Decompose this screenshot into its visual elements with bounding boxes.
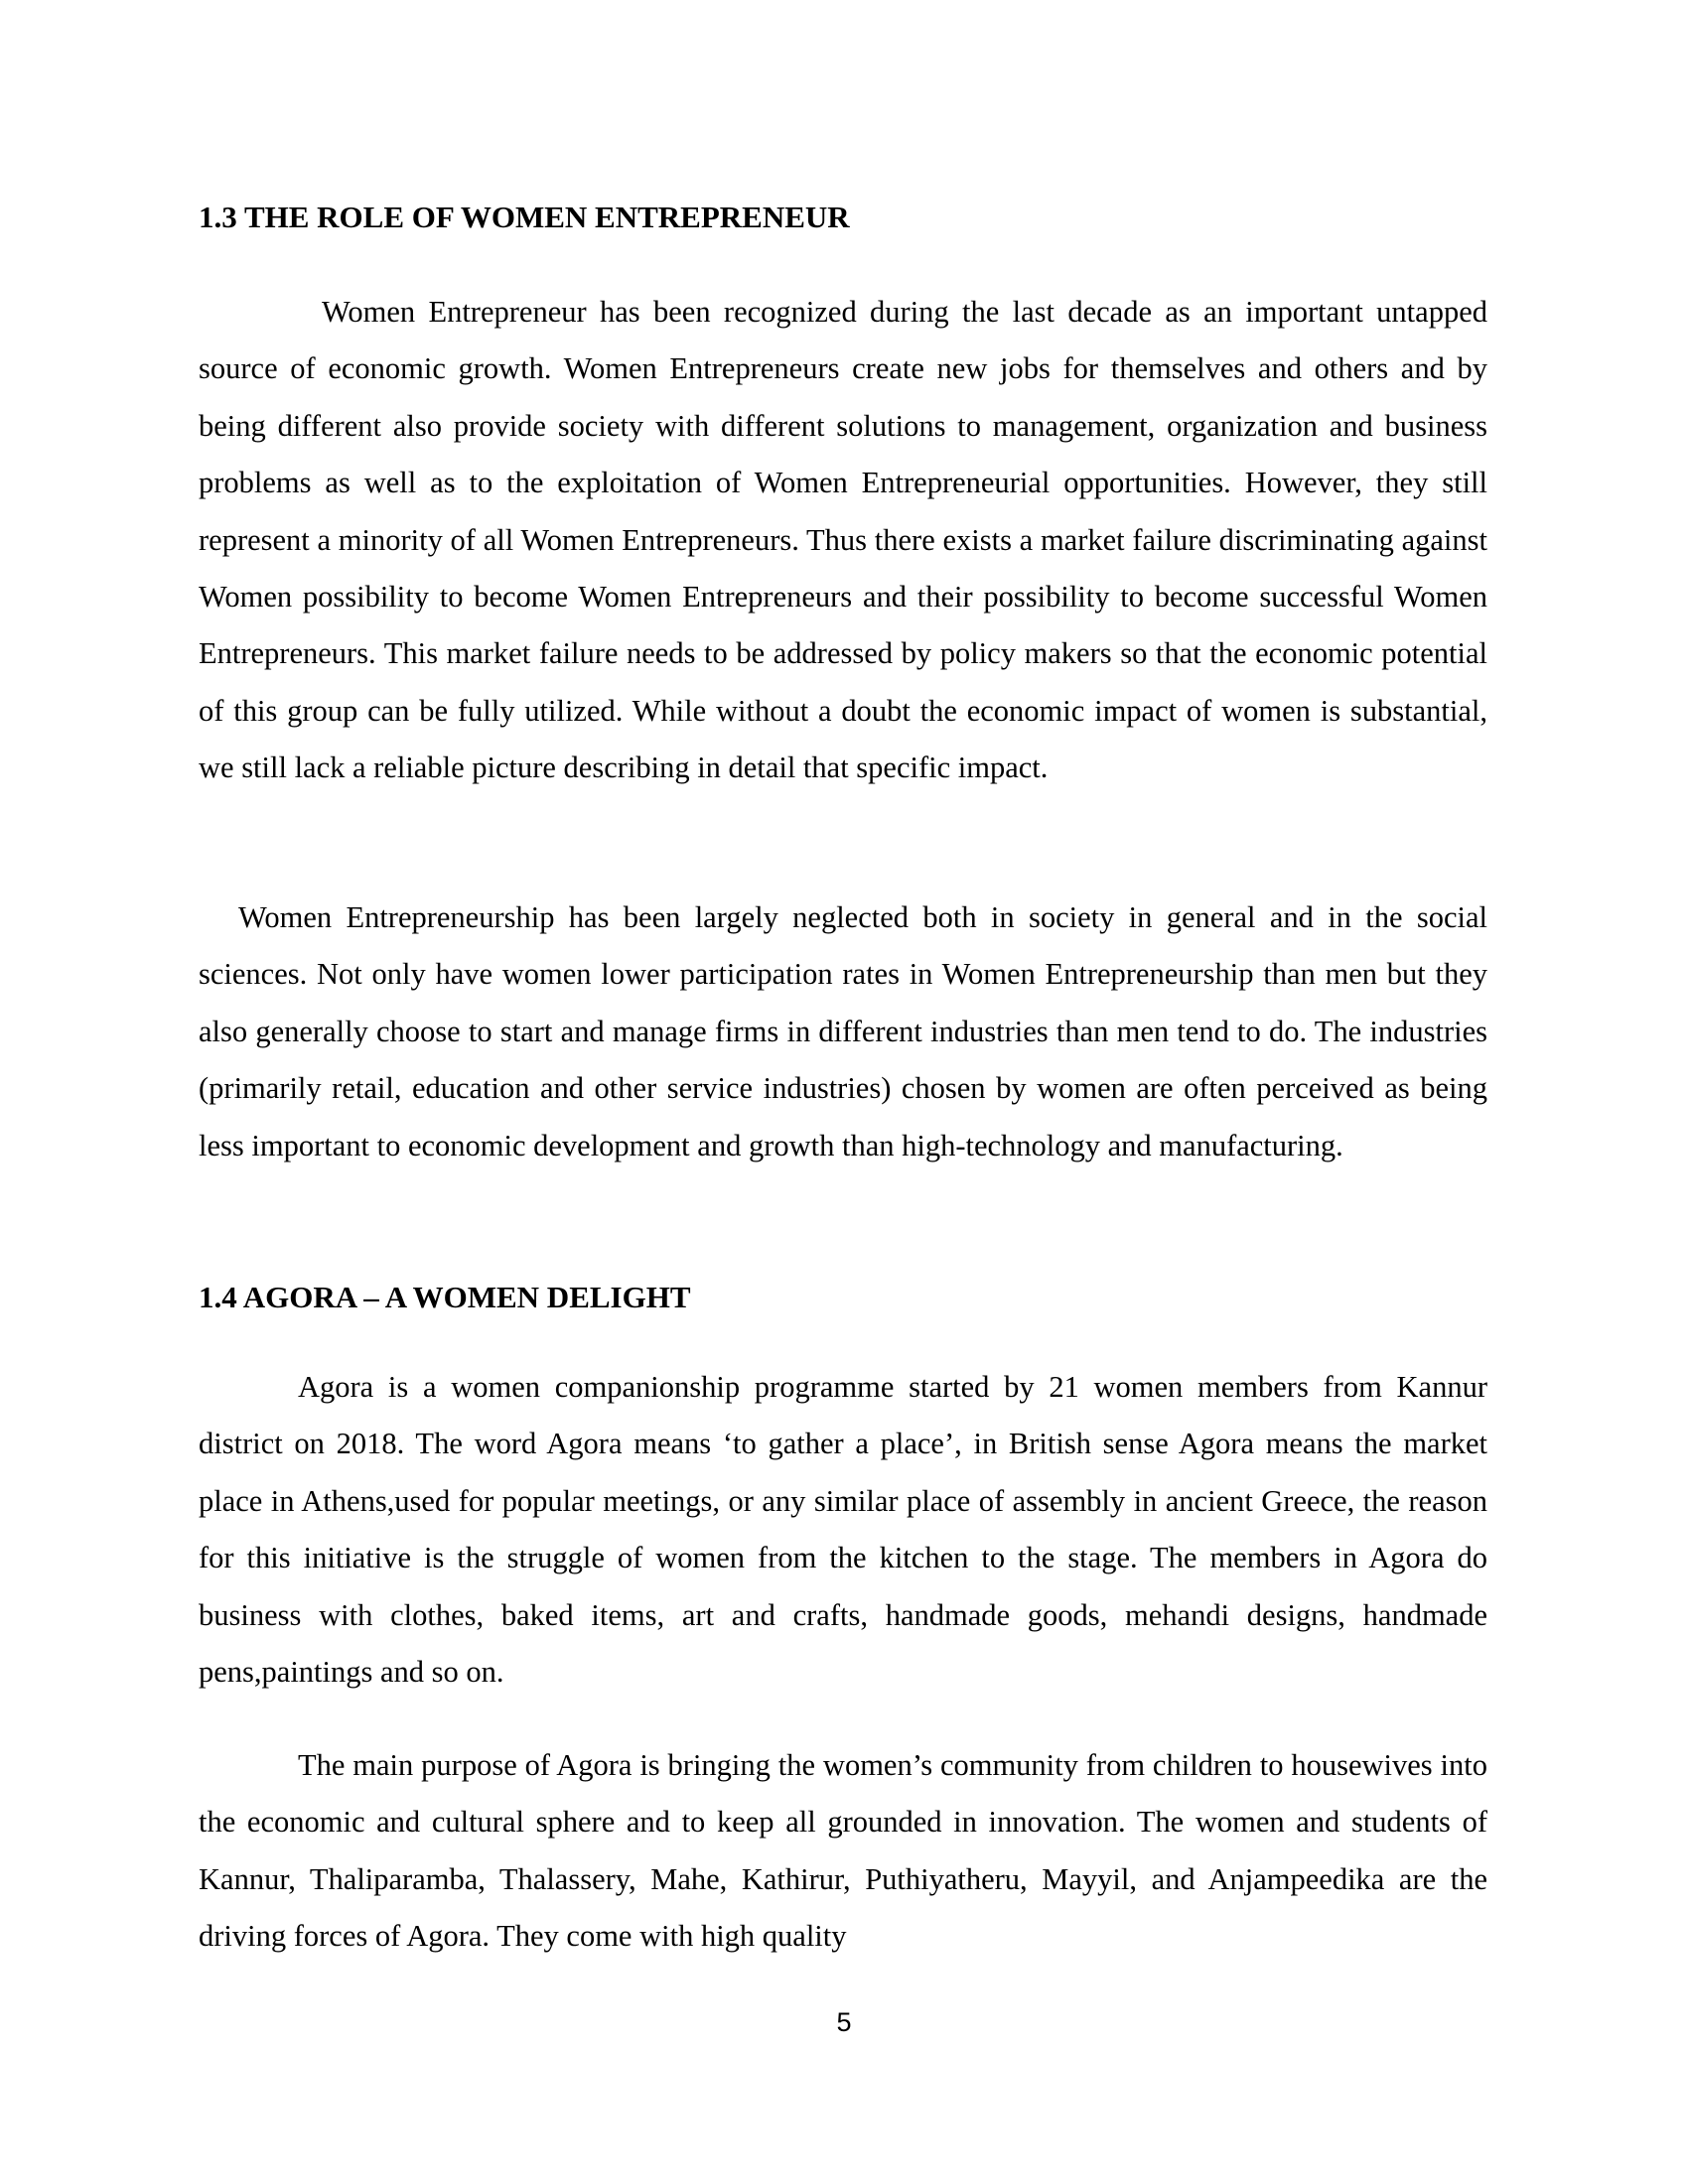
section-heading-agora: 1.4 AGORA – A WOMEN DELIGHT [199, 1280, 691, 1314]
paragraph-agora-purpose: The main purpose of Agora is bringing the women’s community from children to housewives into the economic and cultural sphere and to keep all grounded in innovation. The women and students of Kannur, Thaliparamba, Thalassery, Mahe, Kathirur, Puthiyatheru, Mayyil, and Anjampeedika are the driving forces of Agora. They come with high quality [199, 1748, 1487, 1954]
paragraph-role-intro: Women Entrepreneur has been recognized during the last decade as an important untapped source of economic growth. Women Entrepreneurs create new jobs for themselves and others and by being different also provide society with different solutions to management, organization and business problems as well as to the exploitation of Women Entrepreneurial opportunities. However, they still represent a minority of all Women Entrepreneurs. Thus there exists a market failure discriminating against Women possibility to become Women Entrepreneurs and their possibility to become successful Women Entrepreneurs. This market failure needs to be addressed by policy makers so that the economic potential of this group can be fully utilized. While without a doubt the economic impact of women is substantial, we still lack a reliable picture describing in detail that specific impact. [199, 295, 1487, 785]
section-heading-role-of-women-entrepreneur: 1.3 THE ROLE OF WOMEN ENTREPRENEUR [199, 200, 850, 234]
paragraph-agora-intro: Agora is a women companionship programme started by 21 women members from Kannur district on 2018. The word Agora means ‘to gather a place’, in British sense Agora means the market place in Athens,used for popular meetings, or any similar place of assembly in ancient Greece, the reason for this initiative is the struggle of women from the kitchen to the stage. The members in Agora do business with clothes, baked items, art and crafts, handmade goods, mehandi designs, handmade pens,paintings and so on. [199, 1370, 1487, 1690]
paragraph-role-neglected: Women Entrepreneurship has been largely neglected both in society in general and in the social sciences. Not only have women lower participation rates in Women Entrepreneurship than men but they also generally choose to start and manage firms in different industries than men tend to do. The industries (primarily retail, education and other service industries) chosen by women are often perceived as being less important to economic development and growth than high-technology and manufacturing. [199, 900, 1487, 1162]
page-number: 5 [836, 2007, 852, 2037]
